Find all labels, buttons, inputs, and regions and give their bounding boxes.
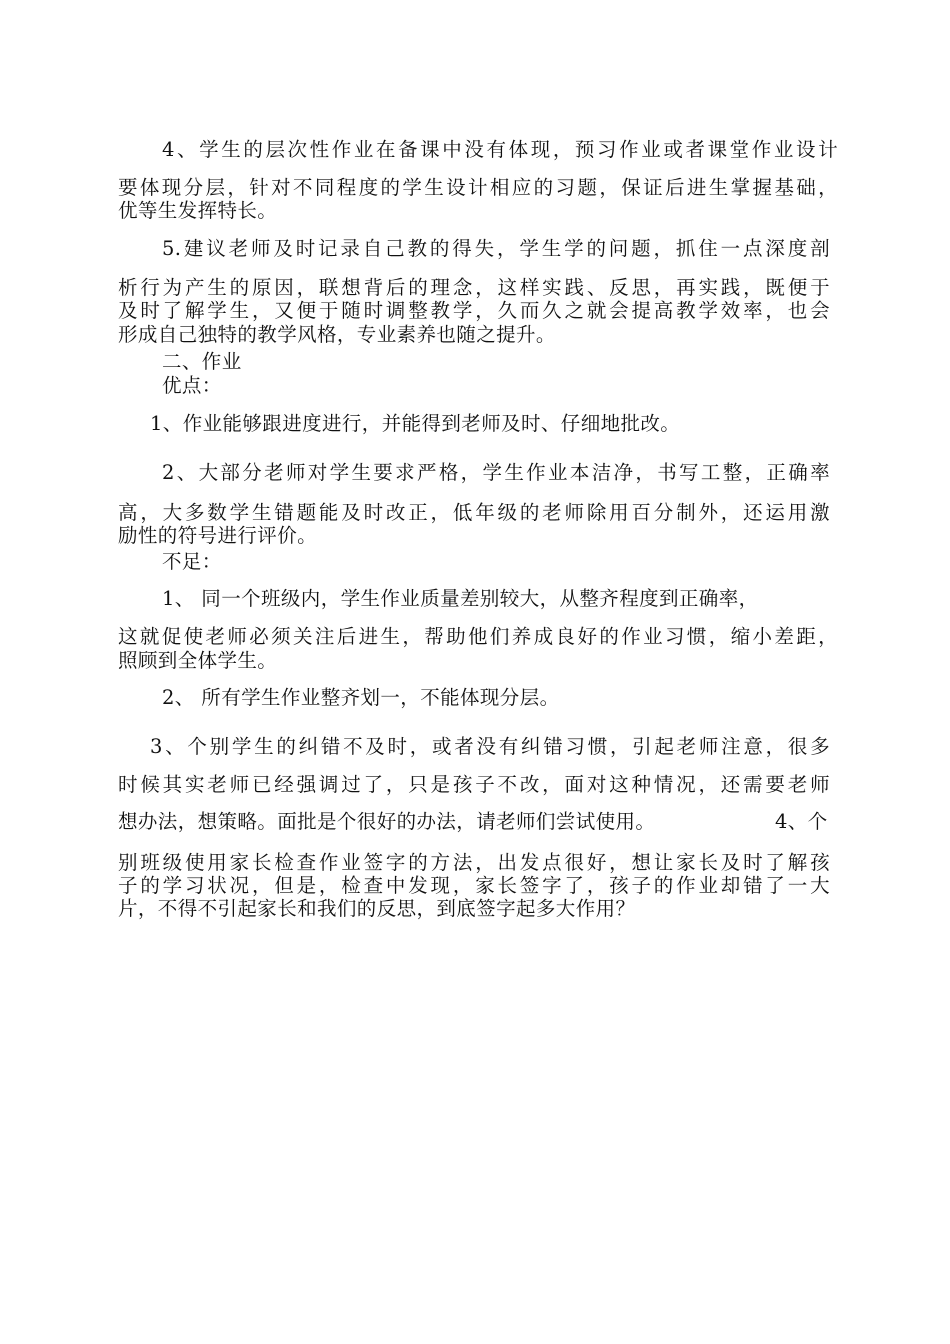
text-line: 高，大多数学生错题能及时改正，低年级的老师除用百分制外，还运用激 <box>118 501 830 524</box>
text-line: 3、个别学生的纠错不及时，或者没有纠错习惯，引起老师注意，很多 <box>150 735 830 758</box>
text-line: 照顾到全体学生。 <box>118 649 278 672</box>
text-line: 形成自己独特的教学风格，专业素养也随之提升。 <box>118 323 556 346</box>
text-line: 及时了解学生，又便于随时调整教学，久而久之就会提高教学效率，也会 <box>118 299 830 322</box>
subsection-heading: 不足： <box>162 550 222 573</box>
text-line: 要体现分层，针对不同程度的学生设计相应的习题，保证后进生掌握基础， <box>118 176 838 199</box>
text-line: 4、个 <box>775 810 828 833</box>
text-line: 2、 所有学生作业整齐划一，不能体现分层。 <box>162 686 560 709</box>
text-line: 片，不得不引起家长和我们的反思，到底签字起多大作用？ <box>118 897 636 920</box>
text-line: 4、学生的层次性作业在备课中没有体现，预习作业或者课堂作业设计 <box>162 138 838 161</box>
text-line: 想办法，想策略。面批是个很好的办法，请老师们尝试使用。 <box>118 810 656 833</box>
text-line: 这就促使老师必须关注后进生，帮助他们养成良好的作业习惯，缩小差距， <box>118 625 838 648</box>
text-line: 别班级使用家长检查作业签字的方法，出发点很好，想让家长及时了解孩 <box>118 851 830 874</box>
text-line: 时候其实老师已经强调过了，只是孩子不改，面对这种情况，还需要老师 <box>118 773 830 796</box>
text-line: 1、 同一个班级内，学生作业质量差别较大，从整齐程度到正确率， <box>162 587 759 610</box>
section-heading: 二、作业 <box>162 350 242 373</box>
text-line: 5.建议老师及时记录自己教的得失，学生学的问题，抓住一点深度剖 <box>162 237 830 260</box>
text-line: 2、大部分老师对学生要求严格，学生作业本洁净，书写工整，正确率 <box>162 461 830 484</box>
subsection-heading: 优点： <box>162 374 222 397</box>
text-line: 子的学习状况，但是，检查中发现，家长签字了，孩子的作业却错了一大 <box>118 874 830 897</box>
text-line: 优等生发挥特长。 <box>118 199 278 222</box>
text-line: 析行为产生的原因，联想背后的理念，这样实践、反思，再实践，既便于 <box>118 276 830 299</box>
text-line: 1、作业能够跟进度进行，并能得到老师及时、仔细地批改。 <box>150 412 681 435</box>
text-line: 励性的符号进行评价。 <box>118 524 318 547</box>
